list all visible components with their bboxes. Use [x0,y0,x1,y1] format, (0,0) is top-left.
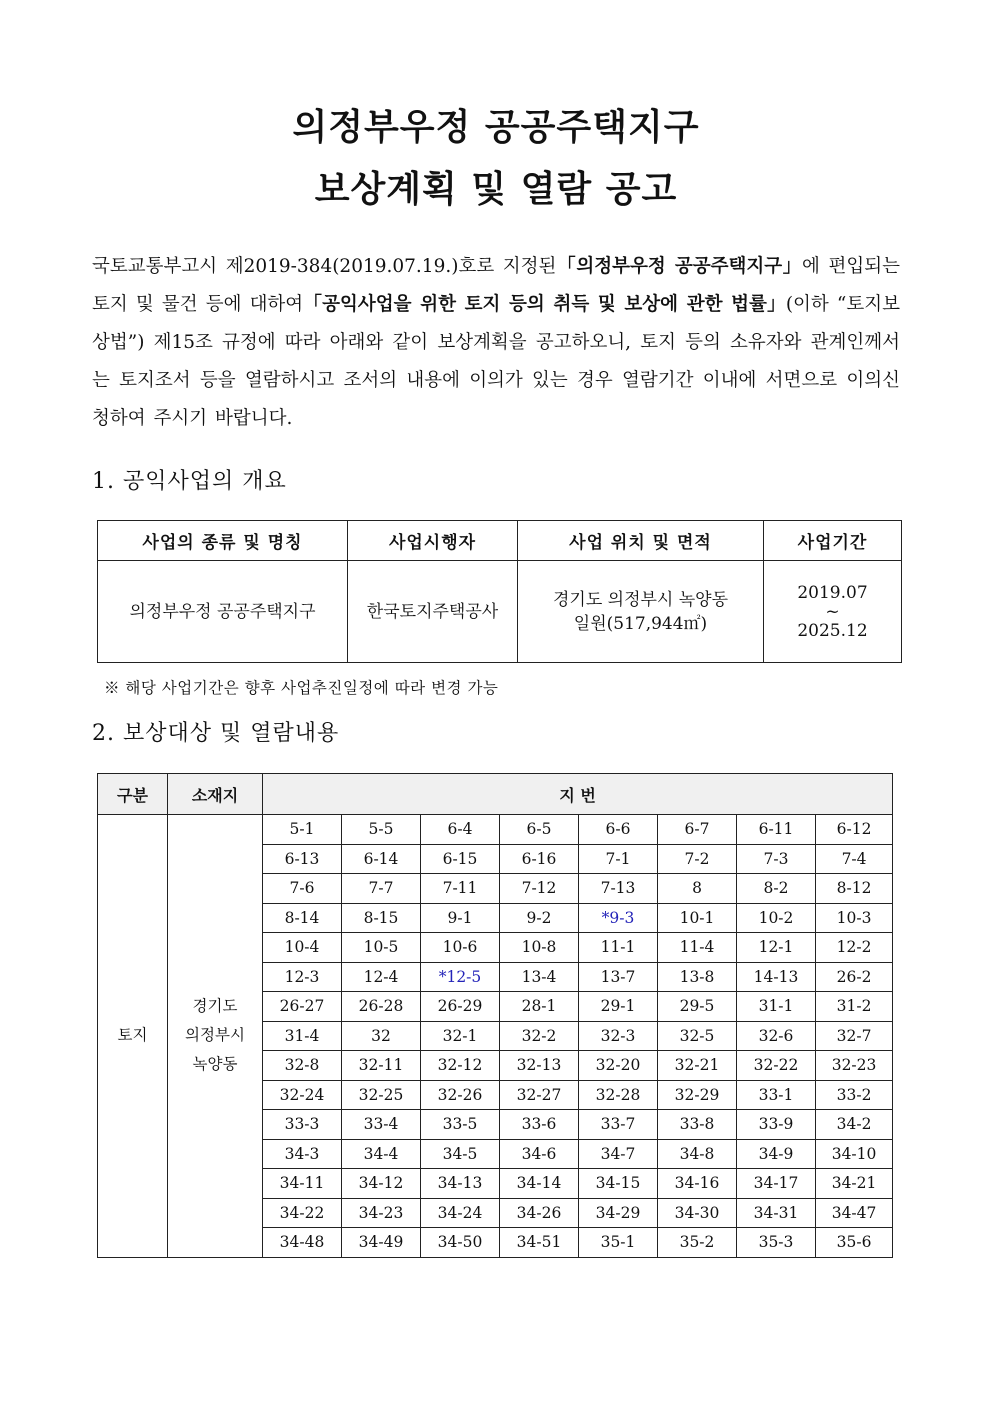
parcel-number-cell: 34-11 [263,1169,342,1199]
parcel-number-cell: 34-9 [737,1139,816,1169]
parcel-number-cell: 34-17 [737,1169,816,1199]
parcel-number-cell: 10-6 [421,933,500,963]
parcel-number-cell: 26-2 [816,962,893,992]
parcel-number-cell: 7-11 [421,874,500,904]
parcel-number-cell: 34-31 [737,1198,816,1228]
parcel-number-cell: 8-15 [342,903,421,933]
parcel-number-cell: 14-13 [737,962,816,992]
intro-text-1: 국토교통부고시 제2019-384(2019.07.19.)호로 지정된 [92,256,557,277]
parcel-header-row [98,774,893,815]
parcel-number-cell: 12-1 [737,933,816,963]
parcel-number-cell: 12-4 [342,962,421,992]
parcel-number-cell: 33-4 [342,1110,421,1140]
parcel-number-cell: 34-13 [421,1169,500,1199]
parcel-number-cell: 32-5 [658,1021,737,1051]
parcel-number-cell: 32-20 [579,1051,658,1081]
parcel-number-cell: 7-13 [579,874,658,904]
location-line: 의정부시 [185,1026,245,1045]
parcel-number-cell: 34-50 [421,1228,500,1258]
parcel-row [98,815,893,845]
parcel-number-cell: 31-4 [263,1021,342,1051]
parcel-number-cell: 7-4 [816,844,893,874]
parcel-number-cell: 26-29 [421,992,500,1022]
parcel-number-cell: 11-1 [579,933,658,963]
intro-text-2: 에 편입되는 토지 및 물건 등에 대하여 [92,256,900,315]
parcel-number-cell: 6-16 [500,844,579,874]
parcel-number-cell: 32-11 [342,1051,421,1081]
parcel-number-cell: 32-1 [421,1021,500,1051]
parcel-number-cell: 34-4 [342,1139,421,1169]
parcel-number-cell: 31-2 [816,992,893,1022]
parcel-number-cell: 34-24 [421,1198,500,1228]
parcel-number-cell: 6-5 [500,815,579,845]
parcel-number-cell: 33-7 [579,1110,658,1140]
project-period [764,561,902,663]
parcel-number-cell: 34-12 [342,1169,421,1199]
parcel-number-cell: 29-5 [658,992,737,1022]
parcel-number-cell: 34-23 [342,1198,421,1228]
location-line: 경기도 [192,997,238,1016]
overview-data-row [98,561,902,663]
parcel-number-cell: 34-29 [579,1198,658,1228]
location-area: 일원(517,944㎡) [573,613,708,634]
parcel-number-cell: 8-14 [263,903,342,933]
parcel-number-cell: 32-3 [579,1021,658,1051]
parcel-number-cell: 26-27 [263,992,342,1022]
parcel-number-cell: 13-7 [579,962,658,992]
intro-text-3: (이하 “토지보상법”) 제15조 규정에 따라 아래와 같이 보상계획을 공고하오니, 토지 등의 소유자와 관계인께서는 토지조서 등을 열람하시고 조서의 내용에 이의가 있는 경우 열람기간 이내에 서면으로 이의신청하여 주시기 바랍니다. [92,294,900,429]
parcel-number-cell: 35-1 [579,1228,658,1258]
parcel-number-cell: 10-4 [263,933,342,963]
location-line: 녹양동 [192,1055,238,1074]
parcel-number-cell: 34-10 [816,1139,893,1169]
parcel-number-cell: 32-28 [579,1080,658,1110]
parcel-number-cell: 32-26 [421,1080,500,1110]
parcel-number-cell: 32-22 [737,1051,816,1081]
category-cell: 토지 [98,815,168,1258]
period-separator: ~ [825,601,840,622]
location-line: 경기도 의정부시 녹양동 [552,589,729,610]
parcel-number-cell: 5-1 [263,815,342,845]
parcel-number-cell: 34-14 [500,1169,579,1199]
parcel-number-cell: 7-2 [658,844,737,874]
parcel-number-cell: 32-24 [263,1080,342,1110]
overview-header-cell: 사업기간 [764,521,902,561]
parcel-number-cell: 32-12 [421,1051,500,1081]
parcel-number-cell: 32-23 [816,1051,893,1081]
overview-table [97,520,902,663]
parcel-number-cell: 34-48 [263,1228,342,1258]
period-end: 2025.12 [797,620,868,641]
parcel-number-cell: 33-9 [737,1110,816,1140]
parcel-number-cell: 32-6 [737,1021,816,1051]
parcel-number-cell: 6-11 [737,815,816,845]
parcel-number-cell: 32-21 [658,1051,737,1081]
parcel-number-cell: 32 [342,1021,421,1051]
parcel-number-cell: 34-7 [579,1139,658,1169]
section-heading-parcels: 2. 보상대상 및 열람내용 [92,721,340,746]
parcel-number-cell: 34-21 [816,1169,893,1199]
parcel-number-cell: *12-5 [421,962,500,992]
parcel-number-cell: 10-2 [737,903,816,933]
section-heading-overview: 1. 공익사업의 개요 [92,469,287,494]
overview-header-row [98,521,902,561]
parcel-number-cell: 13-4 [500,962,579,992]
page-title: 의정부우정 공공주택지구 [292,107,700,148]
parcel-number-cell: 31-1 [737,992,816,1022]
parcel-number-cell: 32-29 [658,1080,737,1110]
parcel-number-cell: 34-16 [658,1169,737,1199]
parcel-number-cell: 32-13 [500,1051,579,1081]
period-note: ※ 해당 사업기간은 향후 사업추진일정에 따라 변경 가능 [104,679,499,697]
parcel-number-cell: 32-8 [263,1051,342,1081]
parcel-number-cell: 34-8 [658,1139,737,1169]
intro-paragraph [92,248,900,438]
parcel-number-cell: 34-30 [658,1198,737,1228]
parcel-number-cell: 33-8 [658,1110,737,1140]
parcel-number-cell: 34-51 [500,1228,579,1258]
page-subtitle: 보상계획 및 열람 공고 [314,169,678,210]
parcel-number-cell: 9-1 [421,903,500,933]
parcel-number-cell: 33-1 [737,1080,816,1110]
parcel-number-cell: 7-3 [737,844,816,874]
parcel-number-cell: 34-49 [342,1228,421,1258]
parcel-number-cell: 10-1 [658,903,737,933]
parcel-number-cell: 35-6 [816,1228,893,1258]
header-location: 소재지 [168,774,263,815]
parcel-number-cell: 34-3 [263,1139,342,1169]
parcel-number-cell: 6-7 [658,815,737,845]
parcel-number-cell: 10-5 [342,933,421,963]
parcel-number-cell: 6-12 [816,815,893,845]
parcel-number-cell: 6-15 [421,844,500,874]
parcel-number-cell: 6-14 [342,844,421,874]
parcel-number-cell: 11-4 [658,933,737,963]
parcel-number-cell: 34-6 [500,1139,579,1169]
project-operator: 한국토지주택공사 [348,561,518,663]
parcel-number-cell: *9-3 [579,903,658,933]
project-name: 의정부우정 공공주택지구 [98,561,348,663]
parcel-table [97,773,893,1258]
header-parcel-number: 지 번 [263,774,893,815]
parcel-number-cell: 8-12 [816,874,893,904]
parcel-number-cell: 32-27 [500,1080,579,1110]
location-cell [168,815,263,1258]
intro-district-name: 「의정부우정 공공주택지구」 [556,256,803,277]
parcel-number-cell: 10-8 [500,933,579,963]
parcel-number-cell: 33-5 [421,1110,500,1140]
parcel-number-cell: 12-3 [263,962,342,992]
parcel-number-cell: 35-3 [737,1228,816,1258]
parcel-number-cell: 6-6 [579,815,658,845]
parcel-number-cell: 7-7 [342,874,421,904]
parcel-number-cell: 8-2 [737,874,816,904]
parcel-number-cell: 33-3 [263,1110,342,1140]
parcel-number-cell: 32-7 [816,1021,893,1051]
parcel-number-cell: 34-5 [421,1139,500,1169]
parcel-number-cell: 7-12 [500,874,579,904]
parcel-number-cell: 6-4 [421,815,500,845]
parcel-number-cell: 12-2 [816,933,893,963]
parcel-number-cell: 13-8 [658,962,737,992]
parcel-number-cell: 10-3 [816,903,893,933]
project-location [518,561,764,663]
parcel-number-cell: 34-2 [816,1110,893,1140]
parcel-number-cell: 32-25 [342,1080,421,1110]
intro-law-name: 「공익사업을 위한 토지 등의 취득 및 보상에 관한 법률」 [303,294,786,315]
parcel-number-cell: 34-15 [579,1169,658,1199]
parcel-number-cell: 34-47 [816,1198,893,1228]
parcel-number-cell: 8 [658,874,737,904]
parcel-number-cell: 26-28 [342,992,421,1022]
overview-header-cell: 사업의 종류 및 명칭 [98,521,348,561]
parcel-number-cell: 7-1 [579,844,658,874]
overview-header-cell: 사업 위치 및 면적 [518,521,764,561]
parcel-number-cell: 33-6 [500,1110,579,1140]
parcel-number-cell: 9-2 [500,903,579,933]
parcel-number-cell: 28-1 [500,992,579,1022]
parcel-number-cell: 5-5 [342,815,421,845]
parcel-number-cell: 34-22 [263,1198,342,1228]
header-category: 구분 [98,774,168,815]
parcel-number-cell: 34-26 [500,1198,579,1228]
period-start: 2019.07 [797,582,868,603]
parcel-number-cell: 33-2 [816,1080,893,1110]
parcel-number-cell: 29-1 [579,992,658,1022]
parcel-number-cell: 6-13 [263,844,342,874]
parcel-number-cell: 35-2 [658,1228,737,1258]
overview-header-cell: 사업시행자 [348,521,518,561]
parcel-number-cell: 7-6 [263,874,342,904]
parcel-number-cell: 32-2 [500,1021,579,1051]
